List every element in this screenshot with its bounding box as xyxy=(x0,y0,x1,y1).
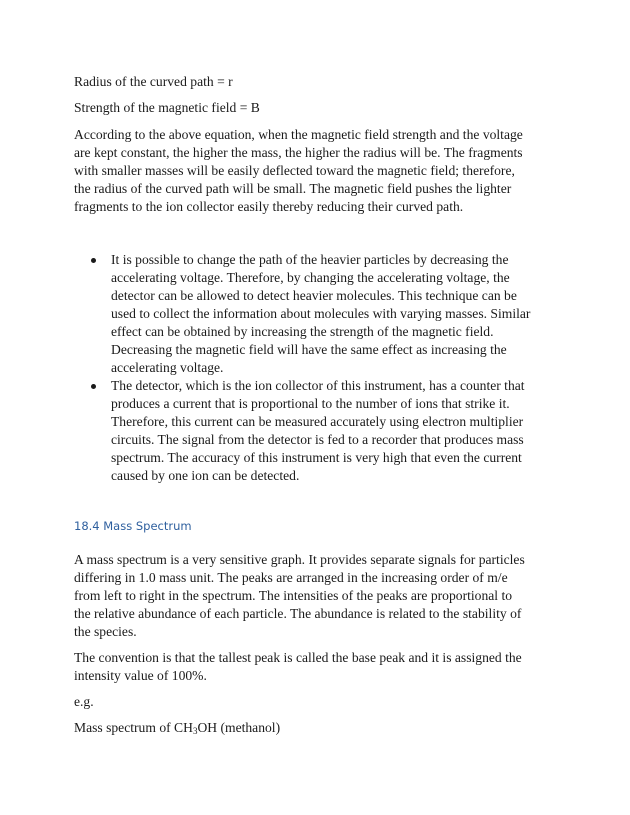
example-label: e.g. xyxy=(74,694,94,709)
text-line: produces a current that is proportional to the number of ions that strike it. xyxy=(111,396,510,411)
text-line: the species. xyxy=(74,624,137,639)
text-line: fragments to the ion collector easily thereby reducing their curved path. xyxy=(74,199,464,214)
text-line: effect can be obtained by increasing the strength of the magnetic field. xyxy=(111,324,494,339)
list-item xyxy=(74,377,574,485)
figure-caption xyxy=(74,719,280,737)
text-line: circuits. The signal from the detector is fed to a recorder that produces mass xyxy=(111,432,524,447)
text-line: The convention is that the tallest peak is called the base peak and it is assigned the xyxy=(74,650,522,665)
radius-definition: Radius of the curved path = r xyxy=(74,74,233,89)
text-line: the relative abundance of each particle. The abundance is related to the stability of xyxy=(74,606,522,621)
bullet-icon xyxy=(91,384,96,389)
caption-suffix: OH (methanol) xyxy=(197,720,281,735)
text-line: intensity value of 100%. xyxy=(74,668,207,683)
text-line: spectrum. The accuracy of this instrument is very high that even the current xyxy=(111,450,522,465)
text-line: from left to right in the spectrum. The intensities of the peaks are proportional to xyxy=(74,588,513,603)
caption-prefix: Mass spectrum of CH xyxy=(74,720,193,735)
text-line: The detector, which is the ion collector of this instrument, has a counter that xyxy=(111,378,525,393)
bullet-list xyxy=(74,251,574,485)
text-line: are kept constant, the higher the mass, the higher the radius will be. The fragments xyxy=(74,145,523,160)
text-line: differing in 1.0 mass unit. The peaks are arranged in the increasing order of m/e xyxy=(74,570,508,585)
caption-subscript: 3 xyxy=(192,726,198,736)
text-line: the radius of the curved path will be small. The magnetic field pushes the lighter xyxy=(74,181,512,196)
text-line: used to collect the information about molecules with varying masses. Similar xyxy=(111,306,531,321)
section-heading: 18.4 Mass Spectrum xyxy=(74,519,192,533)
paragraph-base-peak xyxy=(74,649,560,685)
paragraph-mass-spectrum xyxy=(74,551,560,641)
field-strength-definition: Strength of the magnetic field = B xyxy=(74,100,260,115)
list-item xyxy=(74,251,574,377)
paragraph-equation-explanation xyxy=(74,126,560,216)
text-line: According to the above equation, when the magnetic field strength and the voltage xyxy=(74,127,523,142)
text-line: with smaller masses will be easily deflected toward the magnetic field; therefore, xyxy=(74,163,515,178)
text-line: caused by one ion can be detected. xyxy=(111,468,300,483)
text-line: Decreasing the magnetic field will have the same effect as increasing the xyxy=(111,342,507,357)
text-line: accelerating voltage. xyxy=(111,360,224,375)
text-line: It is possible to change the path of the heavier particles by decreasing the xyxy=(111,252,509,267)
text-line: Therefore, this current can be measured accurately using electron multiplier xyxy=(111,414,524,429)
text-line: accelerating voltage. Therefore, by changing the accelerating voltage, the xyxy=(111,270,510,285)
text-line: detector can be allowed to detect heavier molecules. This technique can be xyxy=(111,288,517,303)
text-line: A mass spectrum is a very sensitive graph. It provides separate signals for particles xyxy=(74,552,525,567)
bullet-icon xyxy=(91,258,96,263)
